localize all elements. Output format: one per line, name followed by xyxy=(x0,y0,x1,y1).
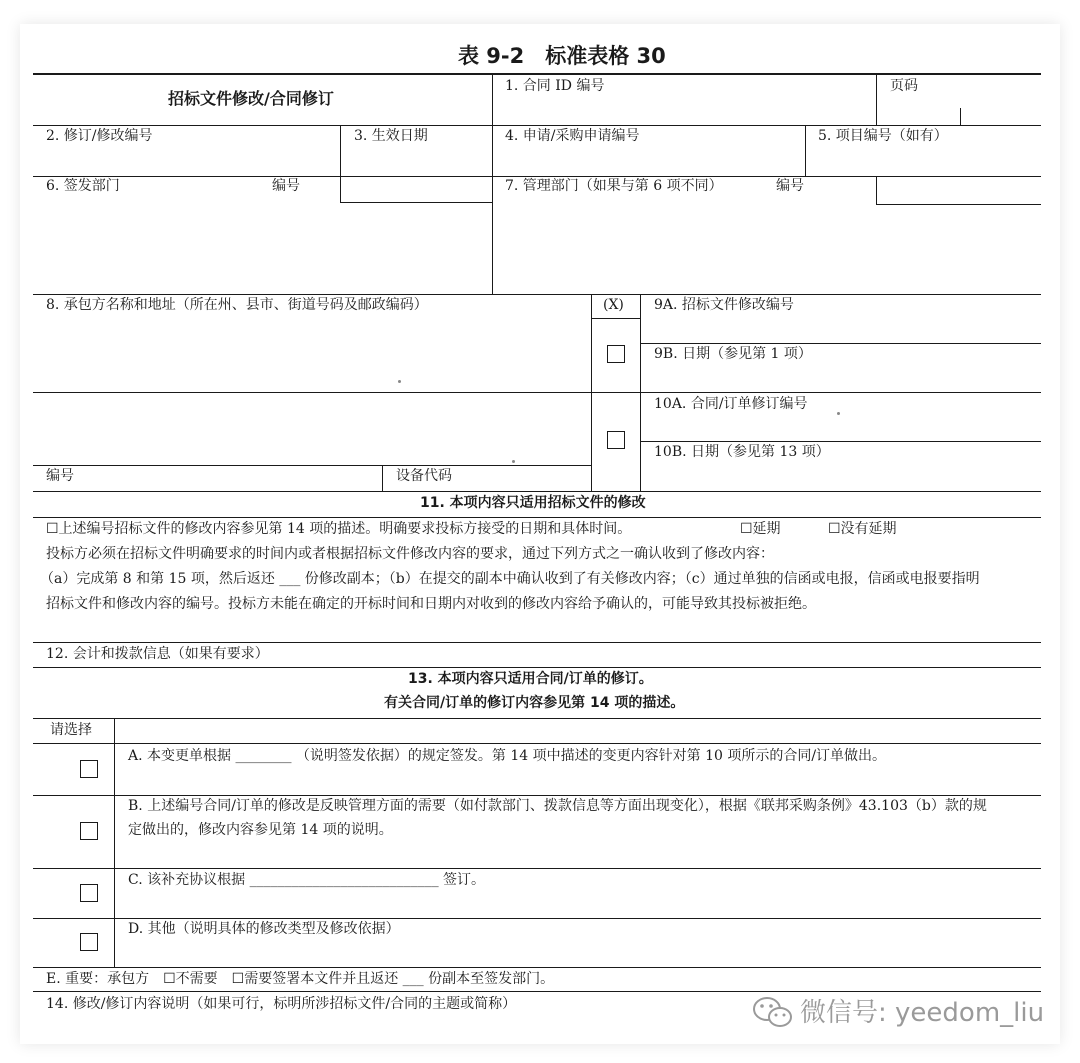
rule-row5 xyxy=(33,491,1041,492)
rule-f6-code xyxy=(340,202,492,203)
rule-9a xyxy=(640,343,1041,344)
option-b-text-1: B. 上述编号合同/订单的修改是反映管理方面的需要（如付款部门、拨款信息等方面出现变化），根据《联邦采购条例》43.103（b）款的规 xyxy=(128,798,987,814)
field-1-label: 1. 合同 ID 编号 xyxy=(505,78,605,94)
option-d-text: D. 其他（说明具体的修改类型及修改依据） xyxy=(128,921,400,937)
vrule-facility xyxy=(382,465,383,491)
rule-top xyxy=(33,73,1041,75)
section-14-label: 14. 修改/修订内容说明（如果可行，标明所涉招标文件/合同的主题或简称） xyxy=(46,996,517,1012)
field-8-label: 8. 承包方名称和地址（所在州、县市、街道号码及邮政编码） xyxy=(46,297,428,313)
rule-s13-top xyxy=(33,667,1041,668)
checkbox-option-c[interactable] xyxy=(80,884,98,902)
rule-row2 xyxy=(33,176,1041,177)
rule-select-top xyxy=(33,718,1041,719)
rule-row1 xyxy=(33,125,1041,126)
section-11-title: 11. 本项内容只适用招标文件的修改 xyxy=(420,495,646,511)
vrule-f3 xyxy=(340,125,341,202)
vrule-page-tick xyxy=(960,108,961,125)
rule-code-row xyxy=(33,465,591,466)
rule-opt-a xyxy=(33,795,1041,796)
vrule-f5 xyxy=(805,125,806,176)
vrule-mid xyxy=(492,74,493,294)
form-heading: 招标文件修改/合同修订 xyxy=(168,89,334,108)
rule-opt-d xyxy=(33,967,1041,968)
rule-opt-c xyxy=(33,918,1041,919)
field-2-label: 2. 修订/修改编号 xyxy=(46,128,153,144)
section-11-line-3: （a）完成第 8 和第 15 项，然后返还 ___ 份修改副本；（b）在提交的副本中确认收到了有关修改内容；（c）通过单独的信函或电报，信函或电报要指明 xyxy=(40,571,980,587)
select-column-label: 请选择 xyxy=(50,722,92,738)
option-a-text: A. 本变更单根据 ________ （说明签发依据）的规定签发。第 14 项中描述的变更内容针对第 10 项所示的合同/订单做出。 xyxy=(128,748,887,764)
code-label: 编号 xyxy=(46,468,74,484)
scan-speck xyxy=(512,460,515,463)
field-6-label: 6. 签发部门 xyxy=(46,178,120,194)
facility-code-label: 设备代码 xyxy=(396,468,452,484)
rule-opt-b xyxy=(33,868,1041,869)
page-number-label: 页码 xyxy=(890,78,918,94)
vrule-select xyxy=(114,718,115,967)
rule-x-box xyxy=(591,318,640,319)
field-9a-label: 9A. 招标文件修改编号 xyxy=(654,297,794,313)
field-6-code-label: 编号 xyxy=(272,178,300,194)
field-7-code-label: 编号 xyxy=(776,178,804,194)
vrule-x-right xyxy=(640,294,641,491)
vrule-f7-code xyxy=(876,176,877,204)
field-10b-label: 10B. 日期（参见第 13 项） xyxy=(654,444,830,460)
rule-s11 xyxy=(33,517,1041,518)
scan-speck xyxy=(398,380,401,383)
rule-s12-top xyxy=(33,642,1041,643)
section-12-label: 12. 会计和拨款信息（如果有要求） xyxy=(46,646,269,662)
field-7-label: 7. 管理部门（如果与第 6 项不同） xyxy=(505,178,723,194)
field-5-label: 5. 项目编号（如有） xyxy=(818,128,948,144)
field-9b-label: 9B. 日期（参见第 1 项） xyxy=(654,346,812,362)
field-10a-label: 10A. 合同/订单修订编号 xyxy=(654,396,808,412)
rule-row3 xyxy=(33,294,1041,295)
rule-f7-code xyxy=(876,204,1041,205)
wechat-icon xyxy=(752,995,794,1031)
field-3-label: 3. 生效日期 xyxy=(354,128,428,144)
section-11-line-4: 招标文件和修改内容的编号。投标方未能在确定的开标时间和日期内对收到的修改内容给予确认的，可能导致其投标被拒绝。 xyxy=(46,596,816,612)
checkbox-option-a[interactable] xyxy=(80,760,98,778)
no-extend-option[interactable]: ☐没有延期 xyxy=(828,521,897,537)
section-11-line-2: 投标方必须在招标文件明确要求的时间内或者根据招标文件修改内容的要求，通过下列方式之一确认收到了修改内容： xyxy=(46,546,774,562)
vrule-x-left xyxy=(591,294,592,491)
checkbox-10[interactable] xyxy=(607,431,625,449)
checkbox-9[interactable] xyxy=(607,345,625,363)
section-11-line-1: ☐上述编号招标文件的修改内容参见第 14 项的描述。明确要求投标方接受的日期和具体时间。 xyxy=(46,521,632,537)
x-mark-label: (X) xyxy=(603,297,624,313)
rule-row4 xyxy=(33,392,1041,393)
section-13-title: 13. 本项内容只适用合同/订单的修订。 xyxy=(408,671,653,687)
option-c-text: C. 该补充协议根据 ___________________________ 签订。 xyxy=(128,872,486,888)
scan-speck xyxy=(837,412,840,415)
rule-e xyxy=(33,991,1041,992)
option-b-text-2: 定做出的，修改内容参见第 14 项的说明。 xyxy=(128,822,393,838)
vrule-page xyxy=(876,74,877,125)
section-13-subtitle: 有关合同/订单的修订内容参见第 14 项的描述。 xyxy=(384,695,685,711)
extend-option[interactable]: ☐延期 xyxy=(740,521,781,537)
important-e-line: E. 重要：承包方 ☐不需要 ☐需要签署本文件并且返还 ___ 份副本至签发部门。 xyxy=(46,971,555,987)
rule-10a xyxy=(640,441,1041,442)
checkbox-option-b[interactable] xyxy=(80,822,98,840)
field-4-label: 4. 申请/采购申请编号 xyxy=(505,128,640,144)
watermark-text: 微信号: yeedom_liu xyxy=(800,998,1045,1028)
rule-select-head xyxy=(33,743,1041,744)
checkbox-option-d[interactable] xyxy=(80,933,98,951)
form-title: 表 9-2 标准表格 30 xyxy=(458,44,666,68)
